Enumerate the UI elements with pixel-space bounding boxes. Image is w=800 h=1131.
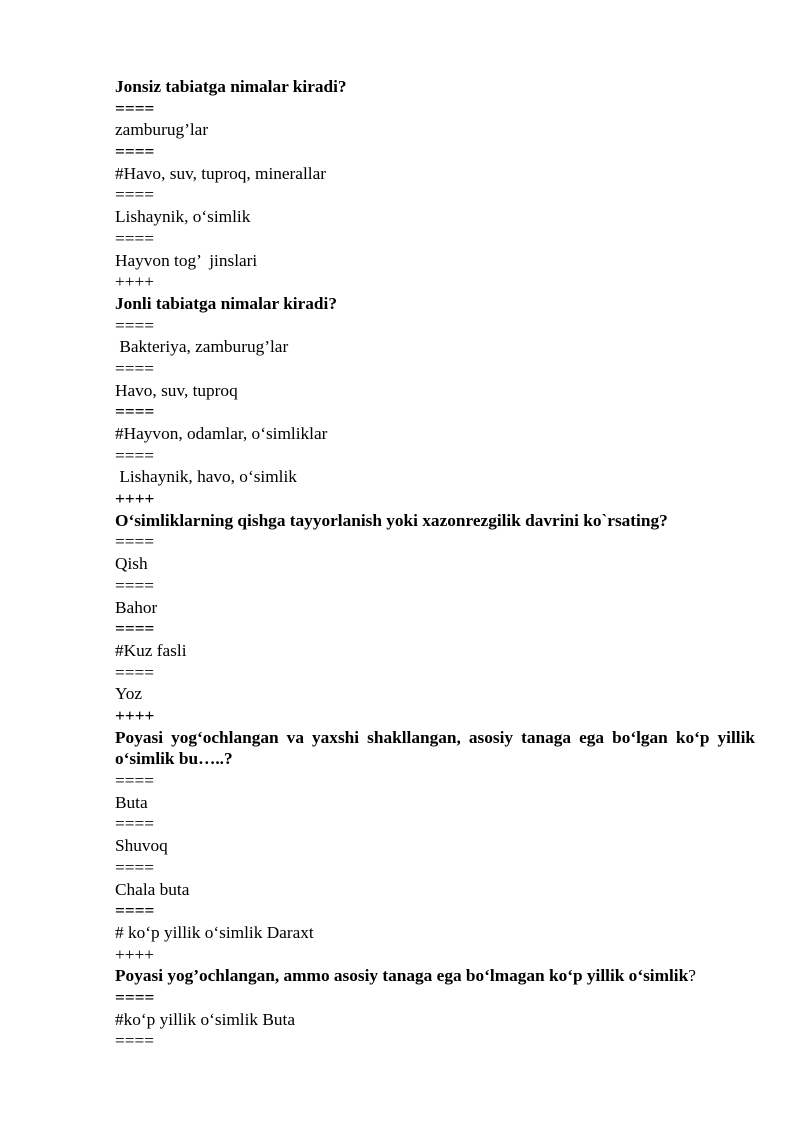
answer-option: Qish [115, 554, 148, 574]
block-end-marker: ++++ [115, 705, 155, 725]
question-block [115, 293, 755, 510]
question-block [115, 76, 755, 293]
separator: ==== [115, 575, 154, 595]
block-end-marker: ++++ [115, 489, 155, 509]
separator: ==== [115, 857, 154, 877]
answer-option: Bahor [115, 597, 158, 617]
question-block [115, 510, 755, 727]
question-text [115, 965, 755, 987]
separator: ==== [115, 445, 154, 465]
separator: ==== [115, 358, 154, 378]
separator: ==== [115, 402, 155, 422]
answer-option: Lishaynik, o‘simlik [115, 207, 251, 227]
separator: ==== [115, 315, 154, 335]
answer-option-correct: #Kuz fasli [115, 640, 187, 660]
answer-option: Shuvoq [115, 836, 168, 856]
separator: ==== [115, 901, 155, 921]
answer-option-correct: #Havo, suv, tuproq, minerallar [115, 163, 327, 183]
separator: ==== [115, 814, 154, 834]
separator: ==== [115, 98, 155, 118]
answer-option: Lishaynik, havo, o‘simlik [115, 467, 297, 487]
question-mark: ? [688, 966, 696, 986]
question-main: Poyasi yog’ochlangan, ammo asosiy tanaga ega bo‘lmagan ko‘p yillik o‘simlik [115, 966, 689, 986]
question-block [115, 965, 755, 1052]
block-end-marker: ++++ [115, 944, 154, 964]
separator: ==== [115, 1031, 154, 1051]
answer-option: Buta [115, 792, 148, 812]
answer-option: Bakteriya, zamburug’lar [115, 337, 289, 357]
separator: ==== [115, 185, 154, 205]
block-end-marker: ++++ [115, 272, 154, 292]
separator: ==== [115, 532, 154, 552]
question-text: O‘simliklarning qishga tayyorlanish yoki xazonrezgilik davrini ko`rsating? [115, 510, 668, 530]
answer-option-correct: #ko‘p yillik o‘simlik Buta [115, 1009, 296, 1029]
answer-option: Yoz [115, 684, 143, 704]
answer-option: Hayvon tog’ jinslari [115, 250, 258, 270]
answer-option-correct: # ko‘p yillik o‘simlik Daraxt [115, 922, 314, 942]
question-text: Jonli tabiatga nimalar kiradi? [115, 293, 337, 313]
separator: ==== [115, 142, 155, 162]
separator: ==== [115, 987, 155, 1007]
document-page [115, 76, 755, 1052]
answer-option: Chala buta [115, 879, 190, 899]
separator: ==== [115, 619, 155, 639]
separator: ==== [115, 771, 154, 791]
question-text: Jonsiz tabiatga nimalar kiradi? [115, 77, 347, 96]
answer-option-correct: #Hayvon, odamlar, o‘simliklar [115, 424, 328, 444]
separator: ==== [115, 228, 154, 248]
question-text: Poyasi yog‘ochlangan va yaxshi shakllangan, asosiy tanaga ega bo‘lgan ko‘p yillik o‘simlik bu…..? [115, 727, 755, 769]
answer-option: Havo, suv, tuproq [115, 380, 238, 400]
answer-option: zamburug’lar [115, 120, 209, 140]
separator: ==== [115, 662, 154, 682]
question-block [115, 727, 755, 966]
